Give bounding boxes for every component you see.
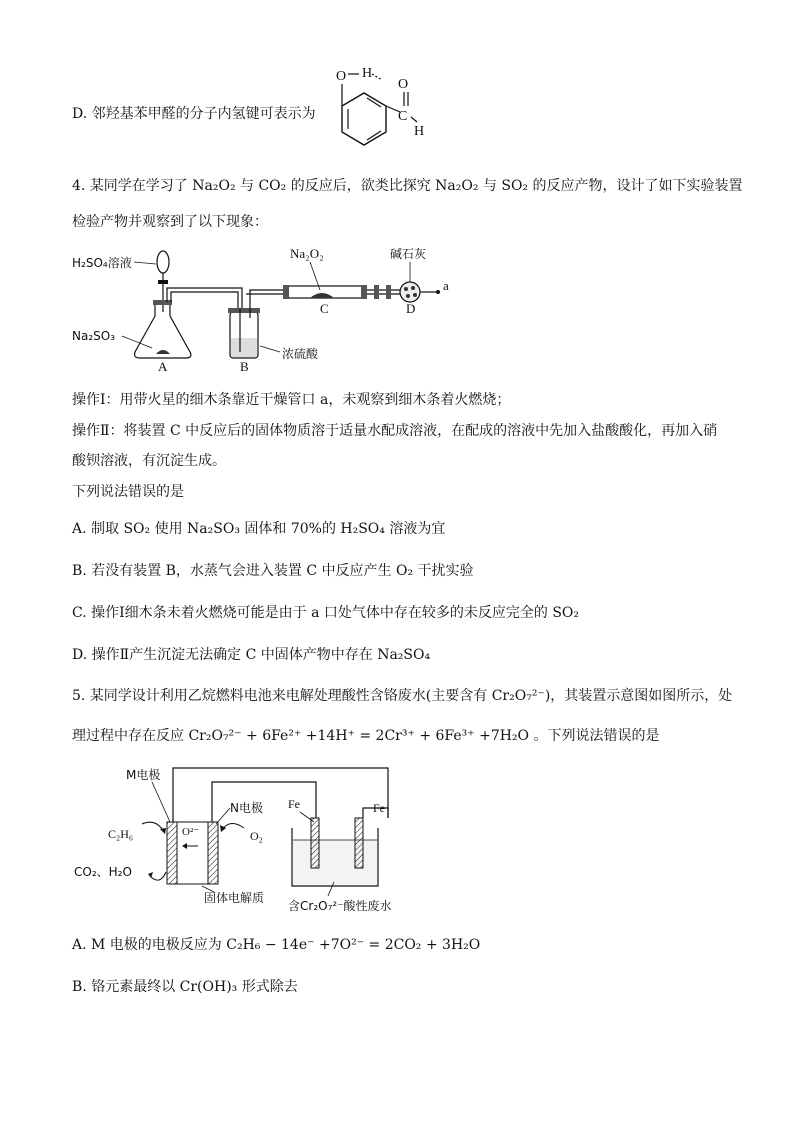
q4-op2-line2: 酸钡溶液，有沉淀生成。 [72, 453, 226, 469]
h-top-label: H [362, 66, 373, 81]
q4-op2-line1: 操作Ⅱ：将装置 C 中反应后的固体物质溶于适量水配成溶液，在配成的溶液中先加入盐酸酸化，再加入硝 [72, 423, 718, 439]
o-top-label: O [336, 69, 347, 84]
soda-lime-label: 碱石灰 [390, 247, 427, 261]
products-label: CO₂、H₂O [74, 865, 132, 879]
na2so3-label: Na₂SO₃ [72, 329, 116, 343]
label-port-a: a [443, 278, 449, 293]
n-electrode-label: N电极 [230, 801, 263, 815]
label-b: B [240, 359, 249, 372]
q4-option-b: B. 若没有装置 B，水蒸气会进入装置 C 中反应产生 O₂ 干扰实验 [72, 563, 474, 579]
conc-acid-label: 浓硫酸 [282, 347, 319, 361]
salicylaldehyde-structure [310, 62, 440, 170]
q4-op1: 操作Ⅰ：用带火星的细木条靠近干燥管口 a，未观察到细木条着火燃烧； [72, 392, 511, 408]
h2so4-label: H₂SO₄溶液 [72, 256, 132, 270]
q4-stem-line2: 检验产物并观察到了以下现象： [72, 214, 268, 230]
q5-option-a: A. M 电极的电极反应为 C₂H₆ − 14e⁻ +7O²⁻ = 2CO₂ + 3H₂O [72, 937, 481, 953]
label-c: C [320, 301, 329, 316]
fe-right-label: Fe [373, 801, 385, 815]
q4-question: 下列说法错误的是 [72, 484, 184, 500]
q4-stem-line1: 4. 某同学在学习了 Na₂O₂ 与 CO₂ 的反应后，欲类比探究 Na₂O₂ 与 SO₂ 的反应产物，设计了如下实验装置 [72, 178, 743, 194]
q3-option-d: D. 邻羟基苯甲醛的分子内氢键可表示为 [72, 106, 316, 122]
c2h6-label: C₂H₆ [108, 827, 134, 841]
q4-option-d: D. 操作Ⅱ产生沉淀无法确定 C 中固体产物中存在 Na₂SO₄ [72, 647, 431, 663]
fe-left-label: Fe [288, 797, 300, 811]
q5-stem-line2: 理过程中存在反应 Cr₂O₇²⁻ + 6Fe²⁺ +14H⁺ = 2Cr³⁺ + 6Fe³⁺ +7H₂O 。下列说法错误的是 [72, 728, 660, 744]
o-right-label: O [398, 77, 409, 92]
q4-apparatus-diagram [70, 242, 470, 372]
label-a: A [158, 359, 168, 372]
q5-stem-line1: 5. 某同学设计利用乙烷燃料电池来电解处理酸性含铬废水(主要含有 Cr₂O₇²⁻)，其装置示意图如图所示，处 [72, 688, 733, 704]
q4-option-c: C. 操作Ⅰ细木条未着火燃烧可能是由于 a 口处气体中存在较多的未反应完全的 SO₂ [72, 605, 580, 621]
q4-option-a: A. 制取 SO₂ 使用 Na₂SO₃ 固体和 70%的 H₂SO₄ 溶液为宜 [72, 521, 446, 537]
o2minus-label: O²⁻ [182, 826, 200, 838]
label-d: D [406, 301, 416, 316]
solid-electrolyte-label: 固体电解质 [204, 891, 265, 905]
h-right-label: H [414, 124, 425, 139]
m-electrode-label: M电极 [126, 768, 161, 782]
o2-label: O₂ [250, 829, 263, 843]
q5-option-b: B. 铬元素最终以 Cr(OH)₃ 形式除去 [72, 979, 298, 995]
c-label: C [398, 109, 408, 124]
na2o2-label: Na₂O₂ [290, 246, 324, 261]
q5-cell-diagram [70, 762, 400, 918]
wastewater-label: 含Cr₂O₇²⁻酸性废水 [288, 899, 392, 913]
